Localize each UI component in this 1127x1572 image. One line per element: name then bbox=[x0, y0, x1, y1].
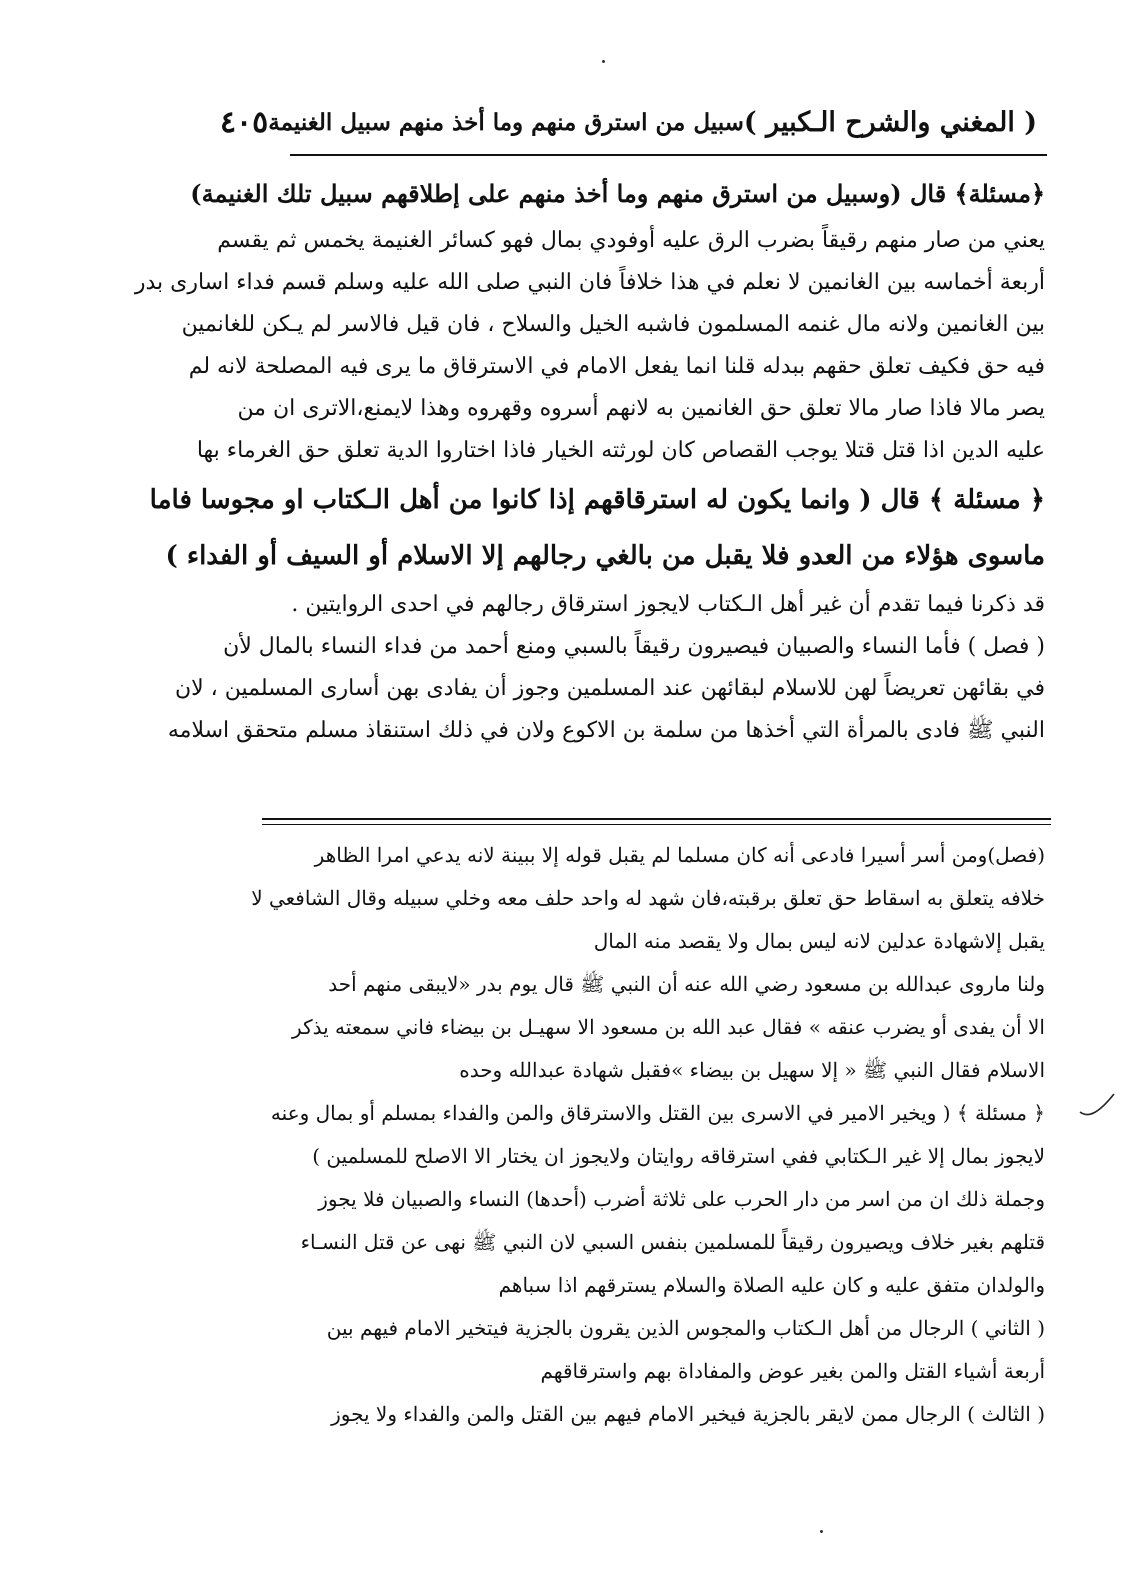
text-line: قتلهم بغير خلاف ويصيرون رقيقاً للمسلمين بنفس السبي لان النبي ﷺ نهى عن قتل النسـاء bbox=[300, 1230, 1045, 1254]
text-line: يعني من صار منهم رقيقاً بضرب الرق عليه أوفودي بمال فهو كسائر الغنيمة يخمس ثم يقسم bbox=[217, 228, 1045, 253]
text-line: ولنا ماروى عبدالله بن مسعود رضي الله عنه أن النبي ﷺ قال يوم بدر «لايبقى منهم أحد bbox=[328, 972, 1045, 996]
chapter-title: سبيل من استرق منهم وما أخذ منهم سبيل الغنيمة bbox=[268, 108, 744, 136]
text-line: ( الثالث ) الرجال ممن لايقر بالجزية فيخير الامام فيهم بين القتل والمن والفداء ولا يجوز bbox=[331, 1402, 1045, 1426]
text-line: قد ذكرنا فيما تقدم أن غير أهل الـكتاب لايجوز استرقاق رجالهم في احدى الروايتين . bbox=[291, 592, 1045, 617]
text-line: الاسلام فقال النبي ﷺ « إلا سهيل بن بيضاء »فقبل شهادة عبدالله وحده bbox=[459, 1058, 1045, 1082]
commentary-text bbox=[251, 834, 1045, 1436]
page-number: ٤٠٥ bbox=[219, 104, 269, 140]
text-line: ﴿ مسئلة ﴾ ( ويخير الامير في الاسرى بين القتل والاسترقاق والمن والفداء بمسلم أو بمال وعنه bbox=[270, 1101, 1045, 1125]
text-line: بين الغانمين ولانه مال غنمه المسلمون فاشبه الخيل والسلاح ، فان قيل فالاسر لم يـكن للغانمين bbox=[181, 312, 1045, 337]
text-line: ﴿ مسئلة ﴾ قال ( وانما يكون له استرقاقهم إذا كانوا من أهل الـكتاب او مجوسا فاما bbox=[149, 485, 1045, 515]
text-line: ﴿مسئلة﴾ قال (وسبيل من استرق منهم وما أخذ منهم على إطلاقهم سبيل تلك الغنيمة) bbox=[190, 179, 1045, 208]
margin-pen-mark bbox=[1078, 1090, 1116, 1120]
scan-speck bbox=[602, 60, 605, 63]
scan-speck bbox=[820, 1530, 823, 1533]
text-line: فيه حق فكيف تعلق حقهم ببدله قلنا انما يفعل الامام في الاسترقاق ما يرى فيه المصلحة لانه لم bbox=[188, 354, 1045, 379]
header-rule bbox=[290, 154, 1047, 156]
text-line: خلافه يتعلق به اسقاط حق تعلق برقبته،فان شهد له واحد حلف معه وخلي سبيله وقال الشافعي لا bbox=[251, 886, 1045, 910]
text-line: الا أن يفدى أو يضرب عنقه » فقال عبد الله بن مسعود الا سهيـل بن بيضاء فاني سمعته يذكر bbox=[292, 1015, 1045, 1039]
text-line: والولدان متفق عليه و كان عليه الصلاة والسلام يسترقهم اذا سباهم bbox=[498, 1273, 1045, 1297]
text-line: النبي ﷺ فادى بالمرأة التي أخذها من سلمة بن الاكوع ولان في ذلك استنقاذ مسلم متحقق اسلامه bbox=[167, 718, 1045, 743]
main-text bbox=[134, 168, 1045, 752]
text-line: ( فصل ) فأما النساء والصبيان فيصيرون رقيقاً بالسبي ومنع أحمد من فداء النساء بالمال لأن bbox=[223, 634, 1045, 659]
text-line: أربعة أشياء القتل والمن بغير عوض والمفاداة بهم واسترقاقهم bbox=[540, 1359, 1045, 1383]
book-title: ( المغني والشرح الـكبير ) bbox=[743, 106, 1037, 138]
text-line: ماسوى هؤلاء من العدو فلا يقبل من بالغي رجالهم إلا الاسلام أو السيف أو الفداء ) bbox=[165, 541, 1045, 571]
text-line: يقبل إلاشهادة عدلين لانه ليس بمال ولا يقصد منه المال bbox=[593, 929, 1045, 953]
text-line: يصر مالا فاذا صار مالا تعلق حق الغانمين به لانهم أسروه وقهروه وهذا لايمنع،الاترى ان من bbox=[237, 396, 1045, 421]
text-line: ( الثاني ) الرجال من أهل الـكتاب والمجوس الذين يقرون بالجزية فيتخير الامام فيهم بين bbox=[326, 1316, 1045, 1340]
text-line: أربعة أخماسه بين الغانمين لا نعلم في هذا خلافاً فان النبي صلى الله عليه وسلم قسم فداء اسارى بدر bbox=[134, 270, 1045, 295]
text-line: عليه الدين اذا قتل قتلا يوجب القصاص كان لورثته الخيار فاذا اختاروا الدية تعلق حق الغرماء بها bbox=[196, 438, 1045, 463]
text-line: لايجوز بمال إلا غير الـكتابي ففي استرقاقه روايتان ولايجوز ان يختار الا الاصلح للمسلمين ) bbox=[312, 1144, 1045, 1168]
section-divider bbox=[262, 818, 1051, 820]
text-line: (فصل)ومن أسر أسيرا فادعى أنه كان مسلما لم يقبل قوله إلا ببينة لانه يدعي امرا الظاهر bbox=[314, 843, 1045, 867]
text-line: وجملة ذلك ان من اسر من دار الحرب على ثلاثة أضرب (أحدها) النساء والصبيان فلا يجوز bbox=[318, 1187, 1045, 1211]
page-header bbox=[219, 96, 1037, 148]
text-line: في بقائهن تعريضاً لهن للاسلام لبقائهن عند المسلمين وجوز أن يفادى بهن أسارى المسلمين ، لان bbox=[174, 676, 1045, 701]
section-divider-thin bbox=[262, 824, 1051, 825]
